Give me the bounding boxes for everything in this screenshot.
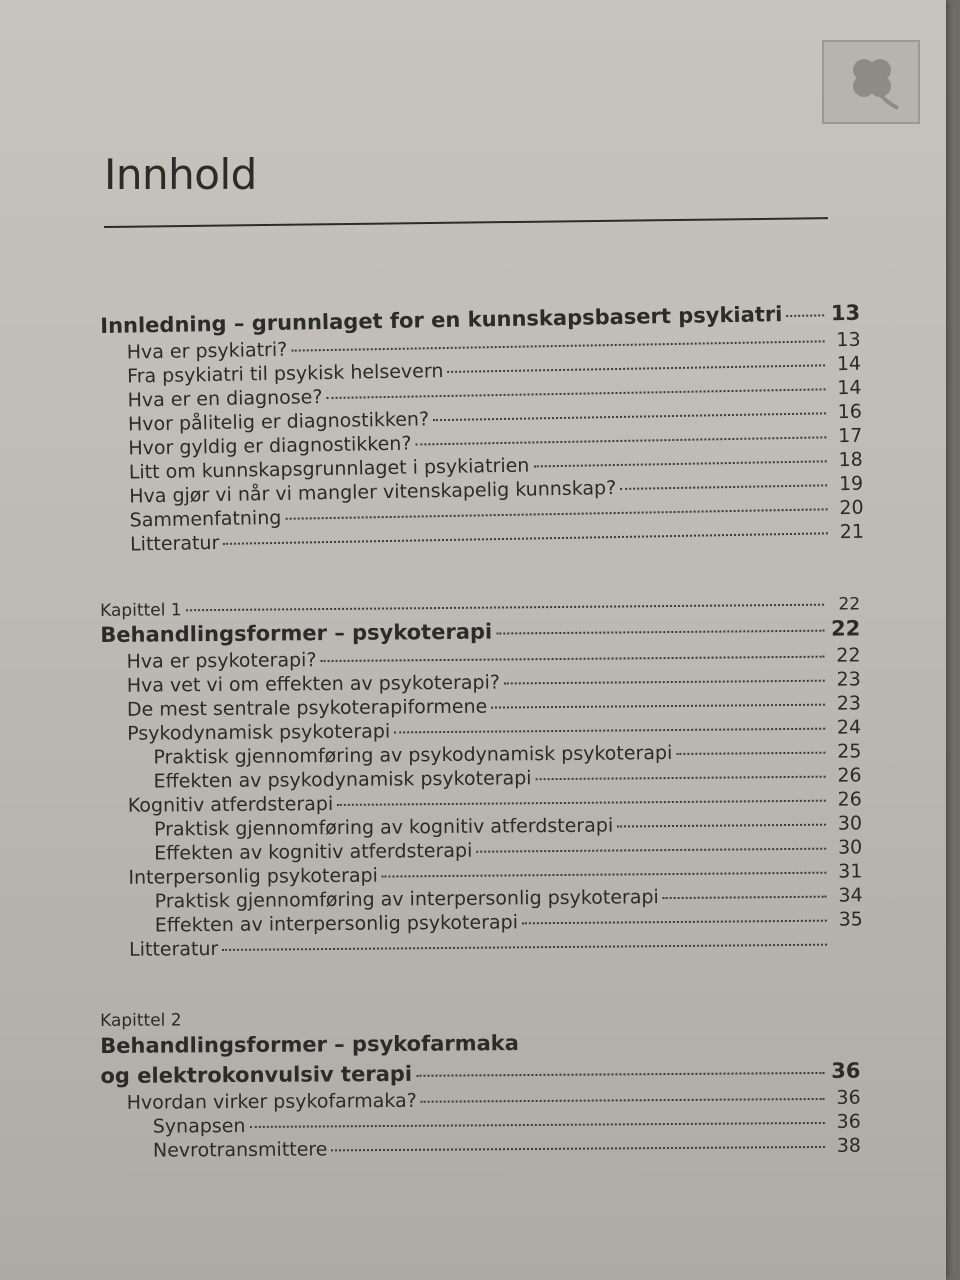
four-leaf-clover-icon [832, 48, 912, 118]
toc-page-number: 34 [838, 884, 863, 907]
dot-leader [320, 637, 824, 662]
toc-page-number: 38 [836, 1134, 862, 1157]
toc-entry-text: Effekten av psykodynamisk psykoterapi [153, 767, 532, 793]
toc-page-number: 36 [836, 1086, 861, 1109]
toc-page-number: 36 [831, 1058, 861, 1083]
toc-entry-text: Hvor gyldig er diagnostikken? [128, 432, 412, 460]
toc-page-number: 35 [838, 908, 863, 931]
toc-page-number: 36 [836, 1110, 861, 1133]
toc-page-number: 19 [838, 472, 864, 496]
toc-page-number: 30 [837, 836, 863, 859]
toc-entry-text: Litteratur [128, 937, 219, 961]
dot-leader [535, 757, 825, 781]
toc-page-number: 22 [830, 616, 861, 641]
toc-page-number: 23 [836, 668, 861, 691]
toc-page-number: 30 [837, 812, 863, 835]
dot-leader [504, 661, 825, 685]
toc-page-number: 20 [839, 496, 864, 520]
toc-entry-text: Sammenfatning [129, 506, 282, 532]
toc-section-intro [100, 297, 864, 554]
toc-page-number: 13 [830, 300, 861, 326]
dot-leader [663, 877, 827, 899]
dot-leader [421, 1079, 825, 1103]
toc-entry-text: Nevrotransmittere [152, 1138, 328, 1162]
toc-page-number: 14 [836, 352, 862, 376]
toc-page-number: 13 [836, 328, 861, 352]
toc-heading-text: Behandlingsformer – psykoterapi [100, 619, 493, 647]
dot-leader [476, 829, 826, 853]
page-title: Innhold [104, 150, 257, 199]
toc-heading-text: Innledning – grunnlaget for en kunnskapsbasert psykiatri [100, 302, 783, 338]
dot-leader [617, 805, 826, 828]
toc-entry-text: Hva er psykoterapi? [126, 649, 317, 673]
toc-page-number: 18 [838, 448, 863, 472]
dot-leader [491, 685, 825, 709]
toc-page-number: 26 [837, 788, 862, 811]
toc-entry-text: Psykodynamisk psykoterapi [127, 720, 391, 745]
chapter-label-text: Kapittel 1 [100, 600, 182, 621]
toc-entry-text: Praktisk gjennomføring av interpersonlig psykoterapi [154, 886, 659, 913]
toc-page-number: 22 [838, 594, 861, 615]
toc-entry-text: Litteratur [129, 531, 220, 556]
toc-entry-text: Fra psykiatri til psykisk helsevern [126, 360, 444, 388]
dot-leader [331, 1127, 825, 1151]
toc-page-number: 14 [837, 376, 862, 400]
toc-heading-text: Behandlingsformer – psykofarmaka [100, 1031, 519, 1058]
toc-entry-text: Effekten av interpersonlig psykoterapi [154, 911, 519, 937]
dot-leader [222, 925, 827, 951]
toc-entry-text: Hva er en diagnose? [127, 386, 323, 412]
toc-page-number: 16 [837, 400, 863, 424]
chapter-label-text: Kapittel 2 [100, 1010, 182, 1031]
toc-entry-text: Synapsen [152, 1114, 246, 1138]
toc-entry-text: Hva vet vi om effekten av psykoterapi? [126, 671, 501, 697]
toc-entry-text: Hvordan virker psykofarmaka? [126, 1089, 417, 1114]
toc-entry-text: Hva gjør vi når vi mangler vitenskapelig kunnskap? [129, 477, 617, 508]
toc-page-number: 24 [836, 716, 862, 739]
title-rule [104, 217, 828, 228]
toc-entry-text: Praktisk gjennomføring av psykodynamisk psykoterapi [153, 742, 673, 769]
dot-leader [185, 587, 824, 612]
toc-page-number: 23 [836, 692, 862, 715]
toc-entry-text: De mest sentrale psykoterapiformene [126, 695, 488, 721]
toc-entry-text: Hvor pålitelig er diagnostikken? [127, 408, 430, 436]
toc-entry-text: Effekten av kognitiv atferdsterapi [154, 839, 473, 865]
toc-entry-text: Litt om kunnskapsgrunnlaget i psykiatrien [128, 454, 530, 484]
dot-leader [337, 781, 826, 806]
toc-page-number: 21 [839, 520, 865, 544]
toc-entry-text: Hva er psykiatri? [126, 338, 288, 364]
dot-leader [522, 901, 827, 925]
clover-emblem [822, 40, 920, 124]
toc-entry-text: Interpersonlig psykoterapi [128, 864, 379, 889]
toc-page-number: 17 [837, 424, 863, 448]
dot-leader [382, 853, 827, 878]
toc-page-number: 25 [837, 740, 862, 763]
toc-heading-text: og elektrokonvulsiv terapi [100, 1061, 413, 1088]
toc-entry-text: Praktisk gjennomføring av kognitiv atferdsterapi [153, 814, 614, 841]
dot-leader [676, 733, 825, 755]
toc-section-chapter-1 [100, 590, 863, 959]
toc-page-number: 22 [836, 644, 861, 667]
toc-page-number: 31 [838, 860, 863, 883]
toc-section-chapter-2 [100, 1005, 861, 1160]
dot-leader [249, 1103, 824, 1128]
dot-leader [394, 709, 825, 734]
dot-leader [416, 1051, 825, 1077]
dot-leader [496, 609, 824, 635]
dot-leader [620, 465, 827, 490]
dot-leader [533, 441, 827, 467]
toc-page-number: 26 [837, 764, 862, 787]
dot-leader [786, 293, 824, 317]
toc-entry-text: Kognitiv atferdsterapi [127, 792, 334, 817]
